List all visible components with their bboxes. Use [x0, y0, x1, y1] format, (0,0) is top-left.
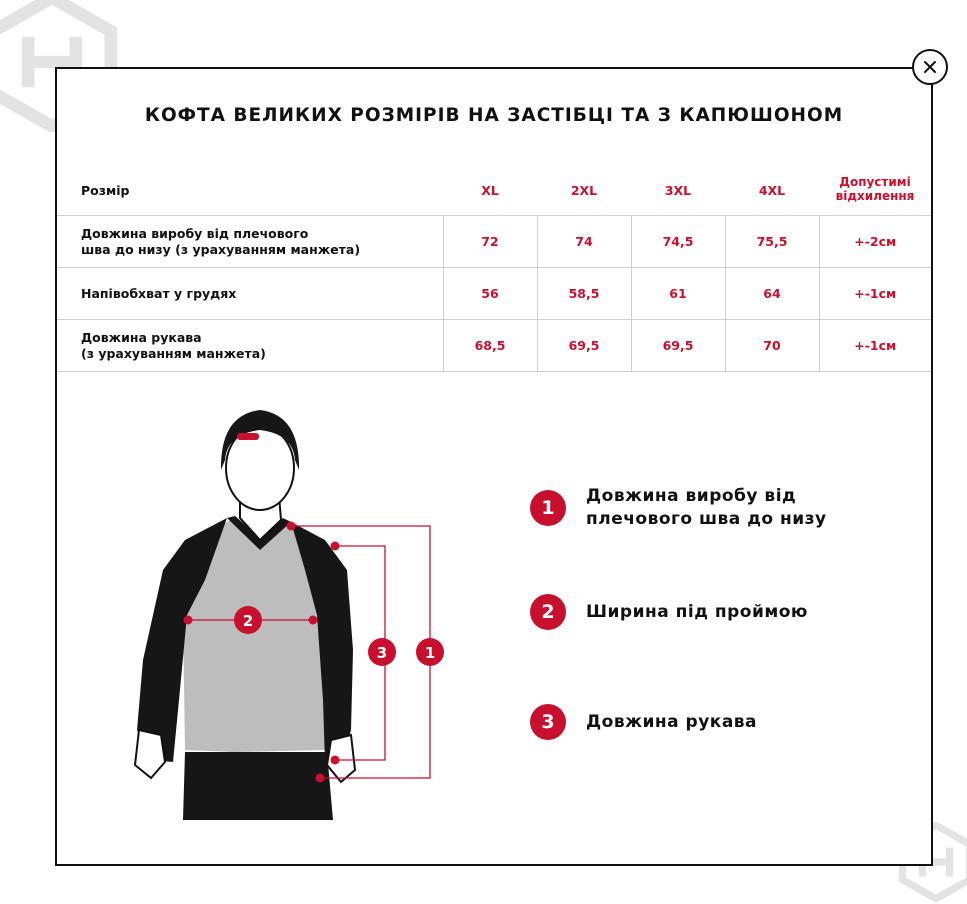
legend-item	[530, 485, 827, 531]
marker-sleeve-length	[368, 638, 396, 666]
table-row	[57, 320, 931, 372]
modal-title: КОФТА ВЕЛИКИХ РОЗМІРІВ НА ЗАСТІБЦІ ТА З КАПЮШОНОМ	[144, 105, 844, 126]
table-cell: 64	[725, 268, 819, 320]
close-button[interactable]	[912, 49, 948, 85]
table-cell: 69,5	[537, 320, 631, 372]
svg-text:1: 1	[424, 644, 436, 662]
legend-label-line1: Довжина виробу від	[586, 486, 797, 506]
legend-label-line1: Довжина рукава	[586, 711, 758, 732]
row-label	[57, 216, 443, 268]
table-cell: 75,5	[725, 216, 819, 268]
marker-total-length	[416, 638, 444, 666]
legend-label	[586, 601, 808, 624]
table-row	[57, 268, 931, 320]
table-cell: 74,5	[631, 216, 725, 268]
size-header-3xl: 3XL	[664, 182, 692, 198]
legend-number: 2	[530, 594, 566, 630]
size-header-xl: XL	[481, 182, 499, 198]
table-cell: 69,5	[631, 320, 725, 372]
left-hand	[135, 730, 165, 778]
size-header-4xl: 4XL	[758, 182, 786, 198]
row-label-line1: Довжина рукава	[81, 329, 202, 345]
table-cell: 58,5	[537, 268, 631, 320]
table-cell: 68,5	[443, 320, 537, 372]
table-cell: 56	[443, 268, 537, 320]
legend-label	[586, 485, 827, 531]
deviation-cell: +-1см	[819, 320, 931, 372]
size-header-2xl: 2XL	[570, 182, 598, 198]
row-label	[57, 268, 443, 320]
legend-number: 3	[530, 704, 566, 740]
legend-label-line2: плечового шва до низу	[586, 508, 827, 529]
legend-number: 1	[530, 490, 566, 526]
table-row	[57, 216, 931, 268]
deviation-cell: +-2см	[819, 216, 931, 268]
legend-item	[530, 704, 757, 740]
legend-item	[530, 594, 808, 630]
svg-text:3: 3	[376, 644, 388, 662]
row-label-line2: шва до низу (з урахуванням манжета)	[81, 241, 361, 257]
row-label	[57, 320, 443, 372]
deviation-header-line1: Допустимі	[839, 175, 911, 190]
table-cell: 70	[725, 320, 819, 372]
legend-label-line1: Ширина під проймою	[586, 601, 808, 622]
table-header-row	[57, 165, 931, 216]
model-illustration	[55, 400, 475, 820]
close-icon	[922, 59, 938, 75]
table-cell: 72	[443, 216, 537, 268]
legend-label	[586, 711, 757, 734]
table-cell: 61	[631, 268, 725, 320]
size-table	[57, 165, 931, 372]
svg-text:2: 2	[242, 612, 254, 630]
size-column-header: Розмір	[81, 182, 130, 198]
table-cell: 74	[537, 216, 631, 268]
deviation-header-line2: відхилення	[835, 189, 915, 203]
trousers	[183, 752, 333, 820]
head	[226, 426, 294, 510]
deviation-cell: +-1см	[819, 268, 931, 320]
marker-chest-width	[234, 606, 262, 634]
row-label-line1: Напівобхват у грудях	[81, 285, 237, 301]
row-label-line1: Довжина виробу від плечового	[81, 225, 309, 241]
deviation-header	[819, 165, 931, 216]
row-label-line2: (з урахуванням манжета)	[81, 345, 266, 361]
cap-red-band	[237, 433, 259, 440]
